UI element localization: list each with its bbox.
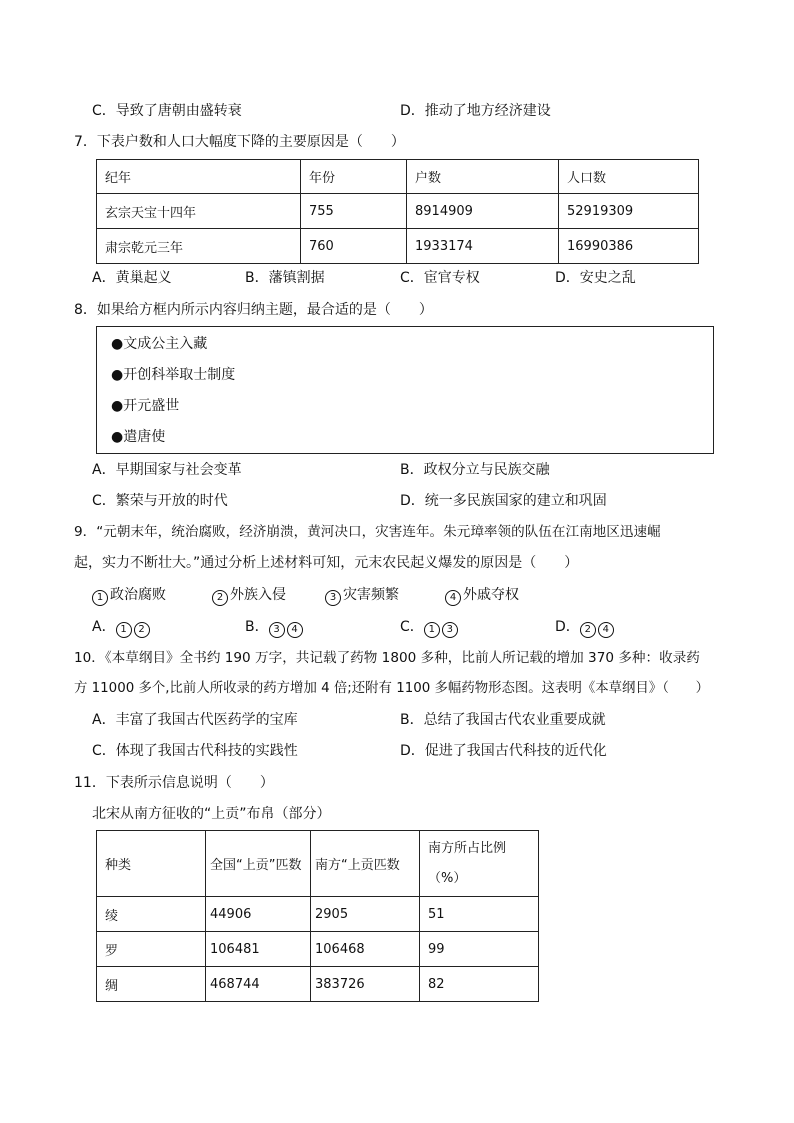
q7-option-b: B．藩镇割据 <box>245 270 325 286</box>
circled-number: 2 <box>212 590 228 606</box>
q7-table <box>96 159 699 264</box>
table-cell: 玄宗天宝十四年 <box>97 194 301 229</box>
q8-box-item: ●文成公主入藏 <box>111 336 208 352</box>
q6-option-d: D．推动了地方经济建设 <box>400 103 551 119</box>
table-cell: 383726 <box>311 967 420 1002</box>
table-header: 南方所占比例（%） <box>420 831 539 897</box>
option-label: B． <box>245 619 269 635</box>
table-row <box>97 194 699 229</box>
table-row <box>97 229 699 264</box>
table-header: 南方“上贡匹数 <box>311 831 420 897</box>
q10-option-a: A．丰富了我国古代医药学的宝库 <box>92 712 298 728</box>
table-row <box>97 967 539 1002</box>
table-cell: 51 <box>420 897 539 932</box>
q8-box-item: ●遣唐使 <box>111 429 166 445</box>
table-cell: 肃宗乾元三年 <box>97 229 301 264</box>
q8-box-item: ●开元盛世 <box>111 398 180 414</box>
table-row <box>97 160 699 194</box>
q7-option-a: A．黄巢起义 <box>92 270 172 286</box>
q10-stem-line1: 10．《本草纲目》全书约 190 万字，共记载了药物 1800 多种，比前人所记载的增加 370 多种：收录药 <box>74 650 700 666</box>
circled-number: 3 <box>325 590 341 606</box>
table-cell: 2905 <box>311 897 420 932</box>
statement-text: 政治腐败 <box>110 587 166 603</box>
table-cell: 1933174 <box>407 229 559 264</box>
q9-stem-line1: 9．“元朝末年，统治腐败，经济崩溃，黄河决口，灾害连年。朱元璋率领的队伍在江南地区迅速崛 <box>74 524 661 540</box>
table-header: 人口数 <box>559 160 699 194</box>
table-row <box>97 831 539 897</box>
circled-number: 4 <box>598 622 614 638</box>
q9-option-c <box>400 617 460 638</box>
table-cell: 99 <box>420 932 539 967</box>
q11-stem: 11．下表所示信息说明（ ） <box>74 775 274 791</box>
circled-number: 4 <box>445 590 461 606</box>
option-label: C． <box>400 619 424 635</box>
q8-content-box <box>96 326 714 454</box>
circled-number: 3 <box>269 622 285 638</box>
table-cell: 82 <box>420 967 539 1002</box>
q8-option-a: A．早期国家与社会变革 <box>92 462 242 478</box>
q9-statement-4 <box>445 585 519 606</box>
statement-text: 外族入侵 <box>230 587 286 603</box>
table-header: 全国“上贡”匹数 <box>206 831 311 897</box>
q9-statement-1 <box>92 585 166 606</box>
circled-number: 4 <box>287 622 303 638</box>
circled-number: 1 <box>92 590 108 606</box>
q9-statement-3 <box>325 585 399 606</box>
table-cell: 106468 <box>311 932 420 967</box>
table-cell: 44906 <box>206 897 311 932</box>
q9-statement-2 <box>212 585 286 606</box>
q9-option-b <box>245 617 305 638</box>
q8-option-b: B．政权分立与民族交融 <box>400 462 550 478</box>
statement-text: 外戚夺权 <box>463 587 519 603</box>
table-header: 种类 <box>97 831 206 897</box>
table-cell: 罗 <box>97 932 206 967</box>
q8-box-item: ●开创科举取士制度 <box>111 367 236 383</box>
q10-option-c: C．体现了我国古代科技的实践性 <box>92 743 298 759</box>
q11-table <box>96 830 539 1002</box>
table-header: 纪年 <box>97 160 301 194</box>
q6-option-c: C．导致了唐朝由盛转衰 <box>92 103 242 119</box>
circled-number: 3 <box>442 622 458 638</box>
table-cell: 52919309 <box>559 194 699 229</box>
table-cell: 16990386 <box>559 229 699 264</box>
table-cell: 绸 <box>97 967 206 1002</box>
q9-option-d <box>555 617 616 638</box>
table-row <box>97 932 539 967</box>
circled-number: 1 <box>116 622 132 638</box>
table-cell: 8914909 <box>407 194 559 229</box>
table-header: 户数 <box>407 160 559 194</box>
table-cell: 755 <box>301 194 407 229</box>
circled-number: 2 <box>134 622 150 638</box>
option-label: D． <box>555 619 580 635</box>
q10-option-b: B．总结了我国古代农业重要成就 <box>400 712 606 728</box>
table-cell: 106481 <box>206 932 311 967</box>
circled-number: 2 <box>580 622 596 638</box>
table-cell: 760 <box>301 229 407 264</box>
q8-option-d: D．统一多民族国家的建立和巩固 <box>400 493 607 509</box>
table-cell: 468744 <box>206 967 311 1002</box>
q10-option-d: D．促进了我国古代科技的近代化 <box>400 743 607 759</box>
q9-option-a <box>92 617 152 638</box>
q8-stem: 8．如果给方框内所示内容归纳主题，最合适的是（ ） <box>74 302 433 318</box>
table-cell: 绫 <box>97 897 206 932</box>
table-row <box>97 897 539 932</box>
q7-option-c: C．宦官专权 <box>400 270 480 286</box>
q8-option-c: C．繁荣与开放的时代 <box>92 493 228 509</box>
option-label: A． <box>92 619 116 635</box>
statement-text: 灾害频繁 <box>343 587 399 603</box>
circled-number: 1 <box>424 622 440 638</box>
q7-option-d: D．安史之乱 <box>555 270 636 286</box>
q10-stem-line2: 方 11000 多个,比前人所收录的药方增加 4 倍;还附有 1100 多幅药物形态图。这表明《本草纲目》（ ） <box>74 681 710 696</box>
table-header: 年份 <box>301 160 407 194</box>
q11-table-caption: 北宋从南方征收的“上贡”布帛（部分） <box>92 806 331 822</box>
q7-stem: 7．下表户数和人口大幅度下降的主要原因是（ ） <box>74 134 405 150</box>
q9-stem-line2: 起，实力不断壮大。”通过分析上述材料可知，元末农民起义爆发的原因是（ ） <box>74 555 579 571</box>
